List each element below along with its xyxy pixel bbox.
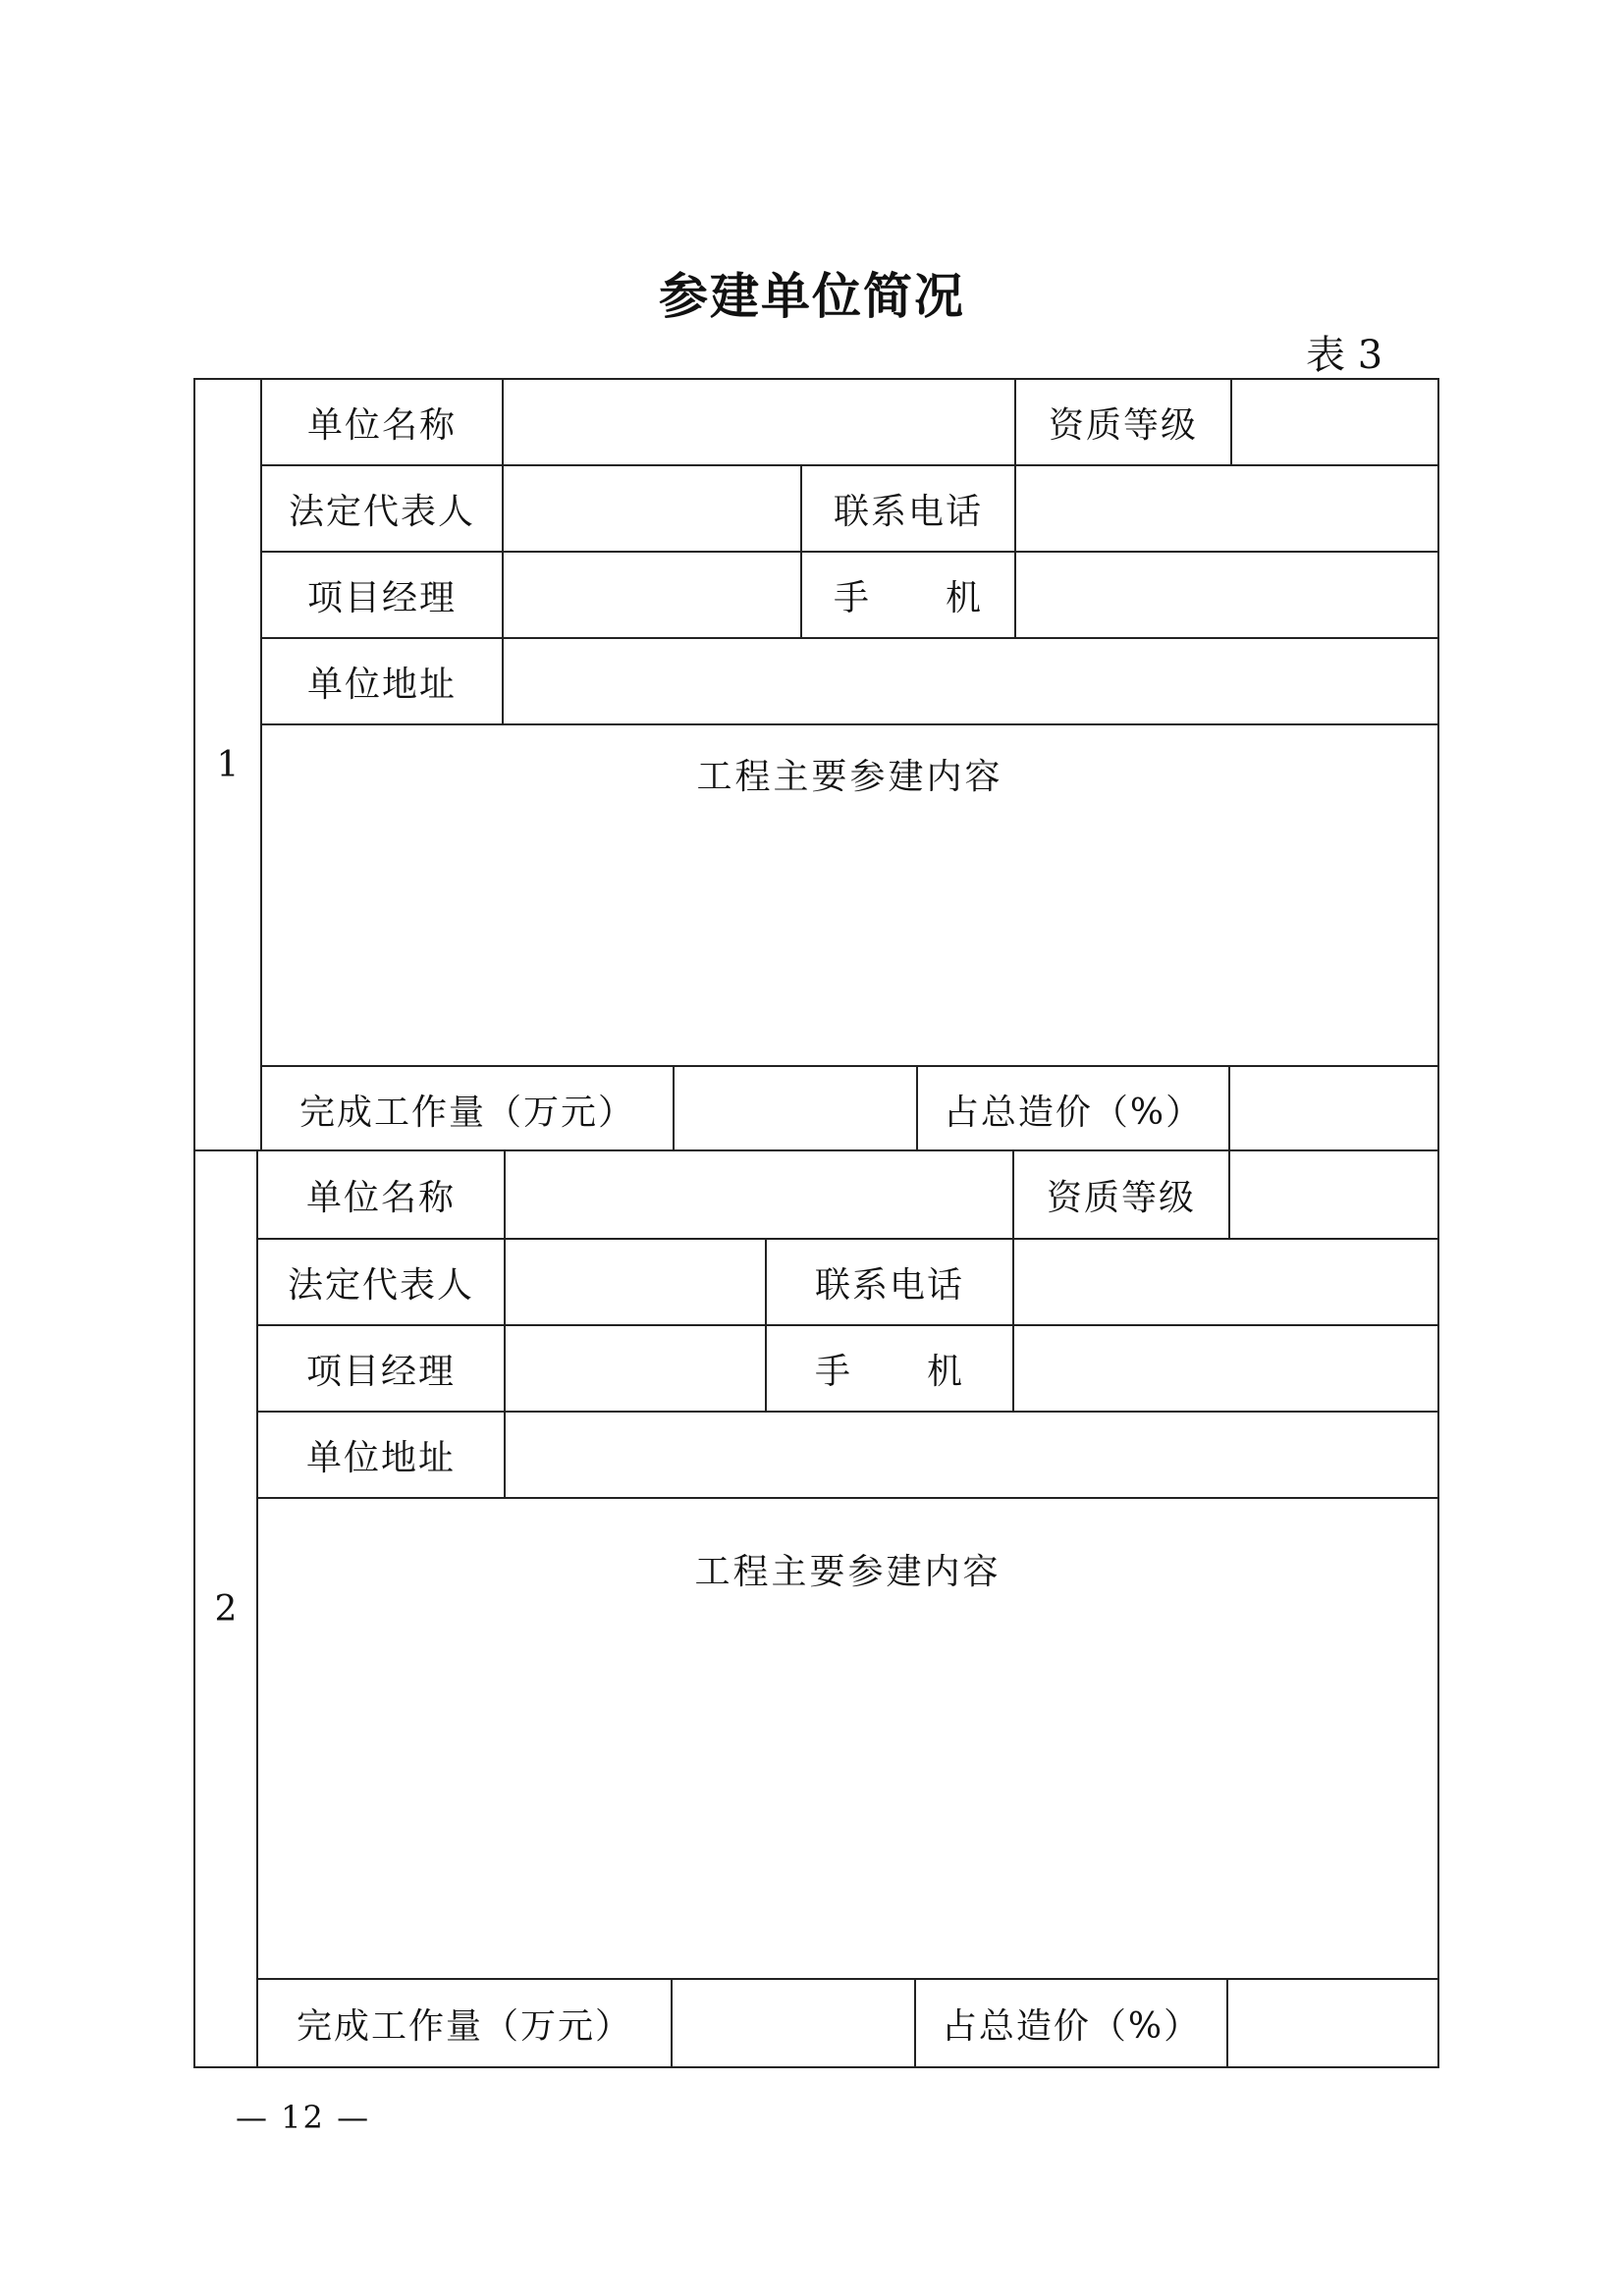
unit-name-label: 单位名称 <box>258 1151 506 1238</box>
workload-field[interactable] <box>675 1067 918 1151</box>
page-number: — 12 — <box>236 2099 371 2136</box>
mobile-label: 手 机 <box>767 1326 1014 1411</box>
unit-section-2 <box>195 1151 1437 2066</box>
row-address <box>258 1413 1437 1499</box>
workload-label: 完成工作量（万元） <box>258 1980 673 2066</box>
mobile-field[interactable] <box>1016 553 1437 637</box>
unit-name-label: 单位名称 <box>262 380 504 464</box>
row-workload <box>258 1980 1437 2066</box>
phone-label: 联系电话 <box>802 466 1016 551</box>
main-content-label: 工程主要参建内容 <box>694 1552 1001 1592</box>
row-main-content[interactable] <box>262 725 1437 1067</box>
page-title: 参建单位简况 <box>659 267 965 325</box>
row-address <box>262 639 1437 725</box>
participant-units-form <box>193 378 1439 2068</box>
row-project-manager <box>258 1326 1437 1413</box>
unit-section-1 <box>195 380 1437 1151</box>
unit-name-field[interactable] <box>504 380 1016 464</box>
project-manager-label: 项目经理 <box>258 1326 506 1411</box>
legal-rep-field[interactable] <box>504 466 802 551</box>
row-unit-name <box>258 1151 1437 1240</box>
cost-ratio-field[interactable] <box>1230 1067 1437 1151</box>
mobile-label: 手 机 <box>802 553 1016 637</box>
row-legal-rep <box>258 1240 1437 1326</box>
project-manager-field[interactable] <box>506 1326 767 1411</box>
row-project-manager <box>262 553 1437 639</box>
qualification-label: 资质等级 <box>1016 380 1232 464</box>
unit-name-field[interactable] <box>506 1151 1014 1238</box>
row-unit-name <box>262 380 1437 466</box>
project-manager-field[interactable] <box>504 553 802 637</box>
cost-ratio-field[interactable] <box>1228 1980 1437 2066</box>
legal-rep-label: 法定代表人 <box>262 466 504 551</box>
legal-rep-field[interactable] <box>506 1240 767 1324</box>
cost-ratio-label: 占总造价（%） <box>916 1980 1228 2066</box>
qualification-field[interactable] <box>1232 380 1437 464</box>
row-workload <box>262 1067 1437 1151</box>
cost-ratio-label: 占总造价（%） <box>918 1067 1230 1151</box>
qualification-label: 资质等级 <box>1014 1151 1230 1238</box>
qualification-field[interactable] <box>1230 1151 1437 1238</box>
workload-label: 完成工作量（万元） <box>262 1067 675 1151</box>
phone-field[interactable] <box>1016 466 1437 551</box>
mobile-field[interactable] <box>1014 1326 1437 1411</box>
address-label: 单位地址 <box>262 639 504 723</box>
row-main-content[interactable] <box>258 1499 1437 1980</box>
row-legal-rep <box>262 466 1437 553</box>
phone-label: 联系电话 <box>767 1240 1014 1324</box>
phone-field[interactable] <box>1014 1240 1437 1324</box>
address-field[interactable] <box>506 1413 1437 1497</box>
unit-number: 2 <box>195 1151 258 2066</box>
workload-field[interactable] <box>673 1980 916 2066</box>
project-manager-label: 项目经理 <box>262 553 504 637</box>
address-field[interactable] <box>504 639 1437 723</box>
address-label: 单位地址 <box>258 1413 506 1497</box>
table-number: 表 3 <box>1306 333 1383 378</box>
legal-rep-label: 法定代表人 <box>258 1240 506 1324</box>
main-content-label: 工程主要参建内容 <box>696 757 1003 797</box>
unit-number: 1 <box>195 380 262 1149</box>
